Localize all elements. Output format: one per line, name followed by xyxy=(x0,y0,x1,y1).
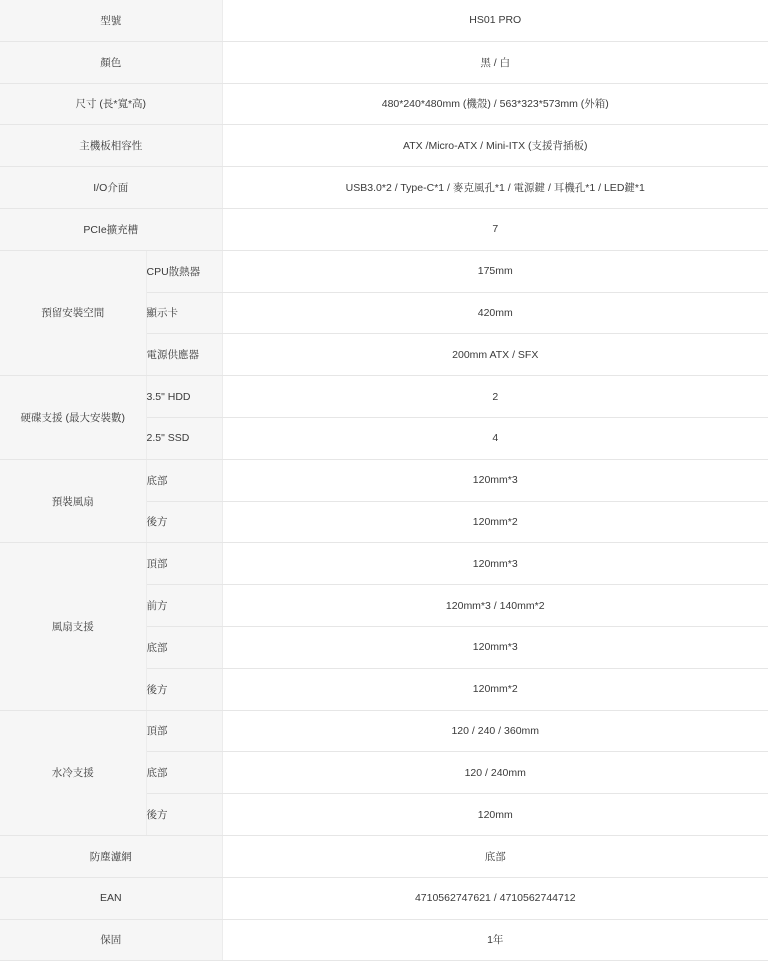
spec-sub-label: 顯示卡 xyxy=(146,292,222,334)
spec-sub-label: 頂部 xyxy=(146,710,222,752)
spec-label: 顏色 xyxy=(0,41,222,83)
spec-value: 120 / 240 / 360mm xyxy=(222,710,768,752)
spec-sub-label: 底部 xyxy=(146,459,222,501)
spec-row-model xyxy=(0,0,768,41)
spec-label: 尺寸 (長*寬*高) xyxy=(0,83,222,125)
spec-value: 200mm ATX / SFX xyxy=(222,334,768,376)
spec-label: I/O介面 xyxy=(0,167,222,209)
spec-row-motherboard xyxy=(0,125,768,167)
spec-value: 黑 / 白 xyxy=(222,41,768,83)
spec-row-color xyxy=(0,41,768,83)
spec-sub-label: CPU散熱器 xyxy=(146,250,222,292)
spec-sub-label: 前方 xyxy=(146,585,222,627)
spec-row-pcie xyxy=(0,208,768,250)
spec-value: 120mm xyxy=(222,794,768,836)
spec-row-dust-filter xyxy=(0,835,768,877)
spec-value: HS01 PRO xyxy=(222,0,768,41)
spec-group-label: 風扇支援 xyxy=(0,543,146,710)
spec-value: 120mm*3 xyxy=(222,459,768,501)
spec-sub-label: 底部 xyxy=(146,626,222,668)
spec-group-label: 水冷支援 xyxy=(0,710,146,835)
spec-row-io xyxy=(0,167,768,209)
spec-row-fans-top xyxy=(0,543,768,585)
spec-group-label: 硬碟支援 (最大安裝數) xyxy=(0,376,146,460)
spec-row-lc-top xyxy=(0,710,768,752)
spec-label: PCIe擴充槽 xyxy=(0,208,222,250)
spec-value: 1年 xyxy=(222,919,768,961)
spec-label: 保固 xyxy=(0,919,222,961)
spec-value: 2 xyxy=(222,376,768,418)
spec-label: EAN xyxy=(0,877,222,919)
spec-sub-label: 3.5" HDD xyxy=(146,376,222,418)
spec-value: 120mm*3 xyxy=(222,543,768,585)
spec-sub-label: 2.5" SSD xyxy=(146,417,222,459)
spec-value: 4 xyxy=(222,417,768,459)
spec-value: 420mm xyxy=(222,292,768,334)
spec-value: 120 / 240mm xyxy=(222,752,768,794)
spec-sub-label: 電源供應器 xyxy=(146,334,222,376)
spec-row-size xyxy=(0,83,768,125)
spec-label: 防塵濾網 xyxy=(0,835,222,877)
spec-row-ean xyxy=(0,877,768,919)
spec-group-label: 預裝風扇 xyxy=(0,459,146,543)
spec-value: 120mm*3 / 140mm*2 xyxy=(222,585,768,627)
spec-value: 120mm*2 xyxy=(222,501,768,543)
spec-value: 480*240*480mm (機殼) / 563*323*573mm (外箱) xyxy=(222,83,768,125)
spec-value: 120mm*3 xyxy=(222,626,768,668)
spec-value: 7 xyxy=(222,208,768,250)
spec-value: 120mm*2 xyxy=(222,668,768,710)
spec-sub-label: 後方 xyxy=(146,668,222,710)
spec-row-drives-hdd xyxy=(0,376,768,418)
spec-value: ATX /Micro-ATX / Mini-ITX (支援背插板) xyxy=(222,125,768,167)
spec-sub-label: 底部 xyxy=(146,752,222,794)
spec-value: 175mm xyxy=(222,250,768,292)
spec-label: 型號 xyxy=(0,0,222,41)
spec-value: 底部 xyxy=(222,835,768,877)
spec-row-prefans-bottom xyxy=(0,459,768,501)
spec-row-clearance-cpu xyxy=(0,250,768,292)
spec-group-label: 預留安裝空間 xyxy=(0,250,146,375)
spec-sub-label: 後方 xyxy=(146,501,222,543)
spec-value: USB3.0*2 / Type-C*1 / 麥克風孔*1 / 電源鍵 / 耳機孔*1 / LED鍵*1 xyxy=(222,167,768,209)
spec-sub-label: 頂部 xyxy=(146,543,222,585)
spec-sub-label: 後方 xyxy=(146,794,222,836)
spec-value: 4710562747621 / 4710562744712 xyxy=(222,877,768,919)
spec-label: 主機板相容性 xyxy=(0,125,222,167)
